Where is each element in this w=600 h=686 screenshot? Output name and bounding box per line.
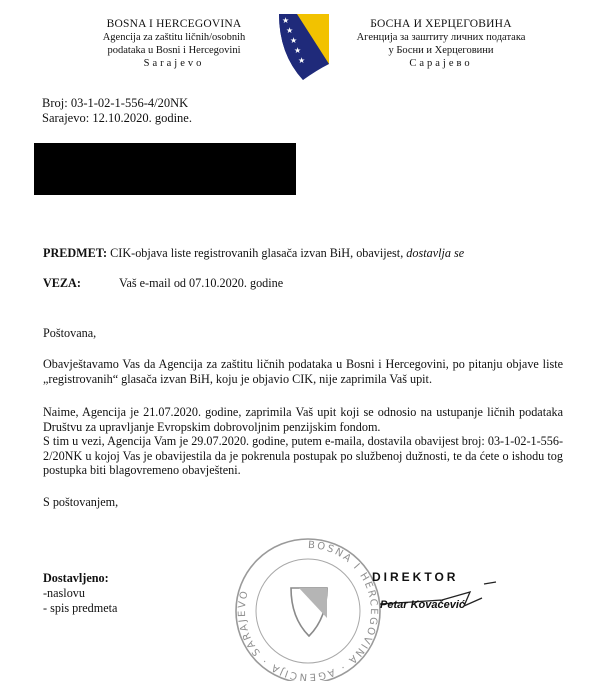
delivered-block xyxy=(43,571,117,616)
signature-title: DIREKTOR xyxy=(372,570,459,584)
paragraph-3: S tim u vezi, Agencija Vam je 29.07.2020. godine, putem e-maila, dostavila obavijest broj: 03-1-02-1-556-2/20NK u kojoj Vas je obavijestila da je pokrenula postupak po službenoj dužnosti, te da ćete o ishodu tog postupka biti blagovremeno obavješteni. xyxy=(43,434,563,478)
stamp-ring-text: BOSNA I HERCEGOVINA · AGENCIJA · SARAJEVO xyxy=(236,539,380,681)
document-number: Broj: 03-1-02-1-556-4/20NK xyxy=(42,96,189,110)
reference-text: Vaš e-mail od 07.10.2020. godine xyxy=(119,276,284,290)
header-right-line2: у Босни и Херцеговини xyxy=(388,45,494,56)
svg-text:★: ★ xyxy=(298,56,306,65)
header-right xyxy=(334,18,548,70)
delivered-item: - spis predmeta xyxy=(43,601,118,615)
header-left-line1: Agencija za zaštitu ličnih/osobnih xyxy=(102,32,246,43)
subject-italic: dostavlja se xyxy=(406,246,465,260)
bih-coat-of-arms-icon xyxy=(275,12,333,82)
header-right-city: Сарајево xyxy=(409,58,473,69)
delivered-item: -naslovu xyxy=(43,586,85,600)
svg-text:★: ★ xyxy=(294,46,302,55)
paragraph-1: Obavještavamo Vas da Agencija za zaštitu ličnih podataka u Bosni i Hercegovini, po pitanju objave liste „registrovanih“ glasača izvan BiH, koju je objavio CIK, nije zaprimila Vaš upit. xyxy=(43,357,563,386)
delivered-label: Dostavljeno: xyxy=(43,571,109,585)
header-left-city: Sarajevo xyxy=(143,58,205,69)
subject-line xyxy=(43,246,563,261)
svg-text:★: ★ xyxy=(290,36,298,45)
header-right-line1: Агенција за заштиту личних података xyxy=(356,32,526,43)
reference-line xyxy=(43,276,563,291)
header-left xyxy=(66,18,282,70)
redacted-recipient-block xyxy=(34,143,296,195)
official-stamp xyxy=(233,536,383,681)
subject-label: PREDMET: xyxy=(43,246,108,260)
paragraph-2: Naime, Agencija je 21.07.2020. godine, zaprimila Vaš upit koji se odnosio na ustupanje ličnih podataka Društvu za upravljanje Evropskim dobrovoljnim penzijskim fondom. xyxy=(43,405,563,434)
signature-name: Petar Kovačević xyxy=(380,599,465,611)
header-right-country: БОСНА И ХЕРЦЕГОВИНА xyxy=(370,18,512,30)
closing: S poštovanjem, xyxy=(43,495,119,509)
subject-text: CIK-objava liste registrovanih glasača izvan BiH, obavijest, xyxy=(107,246,407,260)
reference-label: VEZA: xyxy=(43,276,81,290)
header-left-country: BOSNA I HERCEGOVINA xyxy=(106,18,242,30)
header-left-line2: podataka u Bosni i Hercegovini xyxy=(107,45,241,56)
svg-text:BOSNA I HERCEGOVINA · AGENCIJA xyxy=(237,540,379,681)
document-date: Sarajevo: 12.10.2020. godine. xyxy=(42,111,192,125)
svg-text:★: ★ xyxy=(286,26,294,35)
salutation: Poštovana, xyxy=(43,326,97,340)
svg-text:★: ★ xyxy=(282,16,290,25)
